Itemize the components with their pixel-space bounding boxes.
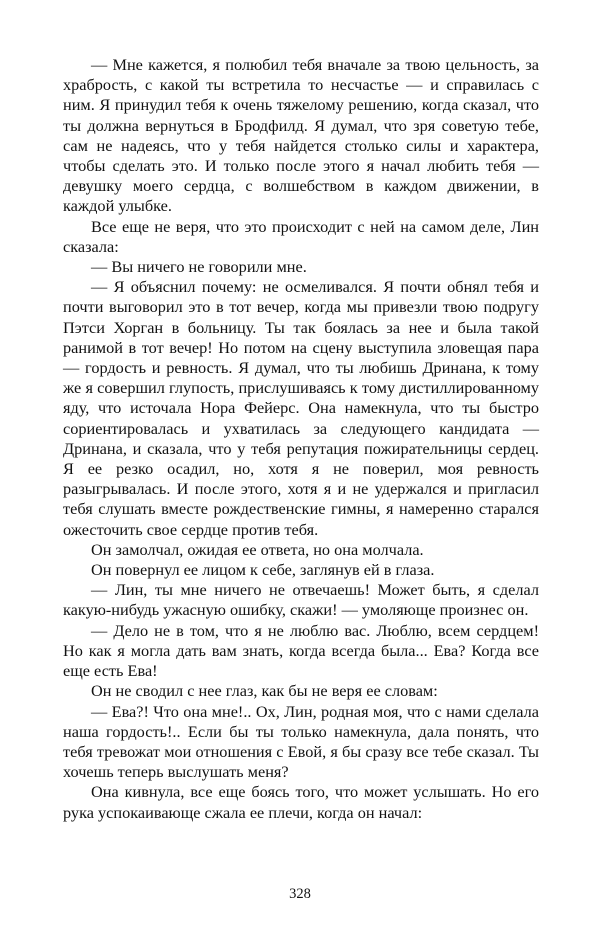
paragraph-6: Он повернул ее лицом к себе, заглянув ей в глаза.	[91, 560, 435, 580]
paragraph-7: — Лин, ты мне ничего не отвечаешь! Может быть, я сделал какую-нибудь ужасную ошибку, скажи! — умоляюще произнес он.	[63, 580, 539, 620]
paragraph-8: — Дело не в том, что я не люблю вас. Люблю, всем сердцем! Но как я могла дать вам знать, когда всегда была... Ева? Когда все еще есть Ева!	[63, 620, 539, 681]
paragraph-3: — Вы ничего не говорили мне.	[91, 257, 307, 277]
book-page-text	[63, 55, 539, 823]
paragraph-9: Он не сводил с нее глаз, как бы не веря ее словам:	[91, 681, 438, 701]
paragraph-5: Он замолчал, ожидая ее ответа, но она молчала.	[91, 539, 424, 559]
page-number: 328	[289, 886, 311, 902]
paragraph-1: — Мне кажется, я полюбил тебя вначале за твою цельность, за храбрость, с какой ты встретила то несчастье — и справилась с ним. Я принудил тебя к очень тяжелому решению, когда сказал, что ты должна вернуться в Бродфилд. Я думал, что зря советую тебе, сам не надеясь, что у тебя найдется столько силы и характера, чтобы сделать это. И только после этого я начал любить тебя — девушку моего сердца, с волшебством в каждом движении, в каждой улыбке.	[63, 55, 539, 216]
paragraph-11: Она кивнула, все еще боясь того, что может услышать. Но его рука успокаивающе сжала ее плечи, когда он начал:	[63, 782, 539, 822]
paragraph-4: — Я объяснил почему: не осмеливался. Я почти обнял тебя и почти выговорил это в тот вечер, когда мы привезли твою подругу Пэтси Хорган в больницу. Ты так боялась за нее и была такой ранимой в тот вечер! Но потом на сцену выступила зловещая пара — гордость и ревность. Я думал, что ты любишь Дринана, к тому же я совершил глупость, прислушиваясь к тому дистиллированному яду, что источала Нора Фейерс. Она намекнула, что ты быстро сориентировалась и ухватилась за следующего кандидата — Дринана, и сказала, что у тебя репутация пожирательницы сердец. Я ее резко осадил, но, хотя я не поверил, моя ревность разыгрывалась. И после этого, хотя я и не удержался и пригласил тебя слушать вместе рождественские гимны, я намеренно старался ожесточить свое сердце против тебя.	[63, 277, 539, 539]
paragraph-10: — Ева?! Что она мне!.. Ох, Лин, родная моя, что с нами сделала наша гордость!.. Если бы ты только намекнула, дала понять, что тебя тревожат мои отношения с Евой, я бы сразу все тебе сказал. Ты хочешь теперь выслушать меня?	[63, 701, 539, 782]
paragraph-2: Все еще не веря, что это происходит с ней на самом деле, Лин сказала:	[63, 216, 539, 256]
